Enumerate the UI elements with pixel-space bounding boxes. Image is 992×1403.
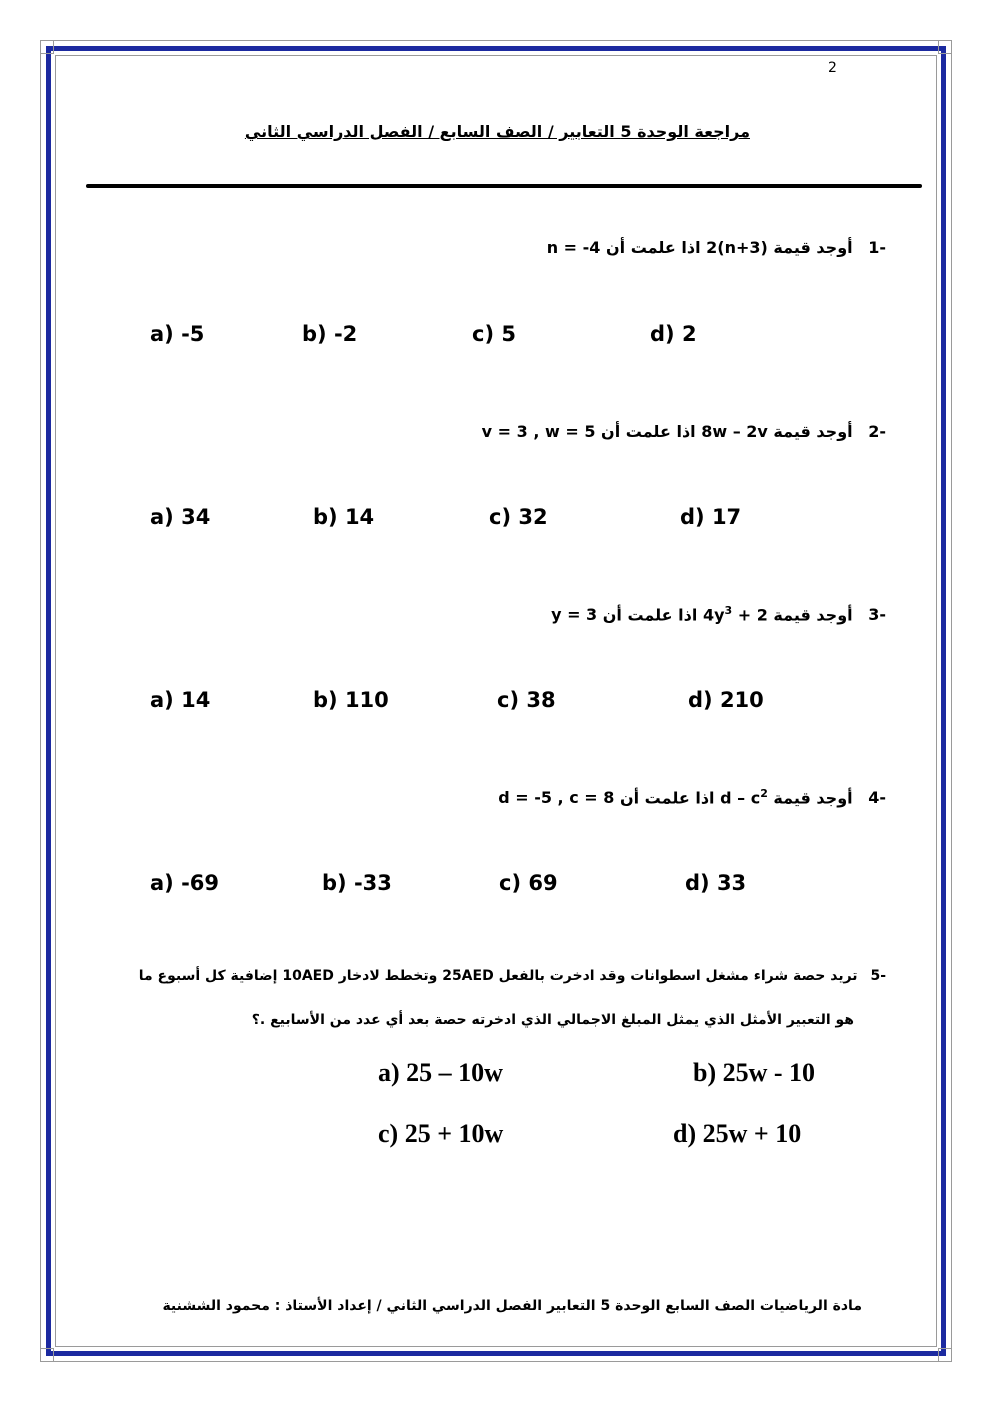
question-expression: 2(n+3) — [706, 238, 768, 257]
question-prefix: أوجد قيمة — [773, 422, 853, 441]
question-expression: d – $c^2$ — [720, 787, 768, 808]
question-condition: v = 3 , w = 5 — [481, 422, 596, 441]
border-corner — [40, 1348, 54, 1362]
question-middle: اذا علمت أن — [605, 238, 701, 257]
border-corner — [938, 1348, 952, 1362]
option-d: d) 210 — [688, 688, 764, 712]
question-prefix: أوجد قيمة — [773, 238, 853, 257]
question-5-line-1 — [138, 968, 886, 984]
question-number: -1 — [868, 238, 886, 257]
question-1 — [547, 238, 886, 257]
question-expression: $4y^3 + 2$ — [702, 604, 768, 625]
option-b: b) 110 — [313, 688, 389, 712]
option-b: b) -33 — [322, 871, 392, 895]
question-number: -3 — [868, 605, 886, 625]
question-prefix: أوجد قيمة — [773, 605, 853, 625]
question-text: تريد حصة شراء مشغل اسطوانات وقد ادخرت بالفعل 25AED وتخطط لادخار 10AED إضافية كل أسبوع ما — [138, 968, 858, 984]
border-corner — [938, 40, 952, 54]
question-4 — [498, 787, 886, 807]
question-expression: 8w – 2v — [701, 422, 768, 441]
question-condition: y = 3 — [551, 605, 598, 625]
option-c: c) 5 — [472, 322, 516, 346]
question-prefix: أوجد قيمة — [773, 788, 853, 808]
question-middle: اذا علمت أن — [619, 788, 715, 808]
question-condition: n = -4 — [546, 238, 601, 257]
option-d: d) 17 — [680, 505, 742, 529]
title-divider — [86, 184, 922, 188]
option-a: a) 14 — [150, 688, 211, 712]
option-a: a) -5 — [150, 322, 205, 346]
question-2 — [482, 422, 886, 441]
option-c: c) 69 — [499, 871, 558, 895]
option-a: a) -69 — [150, 871, 220, 895]
option-b: b) -2 — [302, 322, 358, 346]
option-c: c) 38 — [497, 688, 556, 712]
question-3 — [551, 604, 886, 624]
question-number: -5 — [870, 968, 886, 984]
question-number: -4 — [868, 788, 886, 808]
option-a: a) 34 — [150, 505, 211, 529]
question-middle: اذا علمت أن — [601, 422, 696, 441]
question-condition: d = -5 , c = 8 — [498, 788, 615, 808]
option-d: d) 2 — [650, 322, 697, 346]
option-b: b) 14 — [313, 505, 375, 529]
option-c: c) 25 + 10w — [378, 1119, 504, 1148]
option-b: b) 25w - 10 — [693, 1058, 816, 1087]
border-corner — [40, 40, 54, 54]
question-5-line-2: هو التعبير الأمثل الذي يمثل المبلغ الاجمالي الذي ادخرته حصة بعد أي عدد من الأسابيع .؟ — [251, 1012, 854, 1028]
question-middle: اذا علمت أن — [602, 605, 698, 625]
page-title: مراجعة الوحدة 5 التعابير / الصف السابع / الفصل الدراسي الثاني — [244, 122, 750, 141]
option-c: c) 32 — [489, 505, 548, 529]
page-number: 2 — [828, 60, 837, 76]
option-d: d) 25w + 10 — [673, 1119, 802, 1148]
page-footer: مادة الرياضيات الصف السابع الوحدة 5 التعابير الفصل الدراسي الثاني / إعداد الأستاذ : محمود الششنية — [162, 1298, 862, 1314]
question-number: -2 — [868, 422, 886, 441]
option-a: a) 25 – 10w — [378, 1058, 503, 1087]
option-d: d) 33 — [685, 871, 747, 895]
